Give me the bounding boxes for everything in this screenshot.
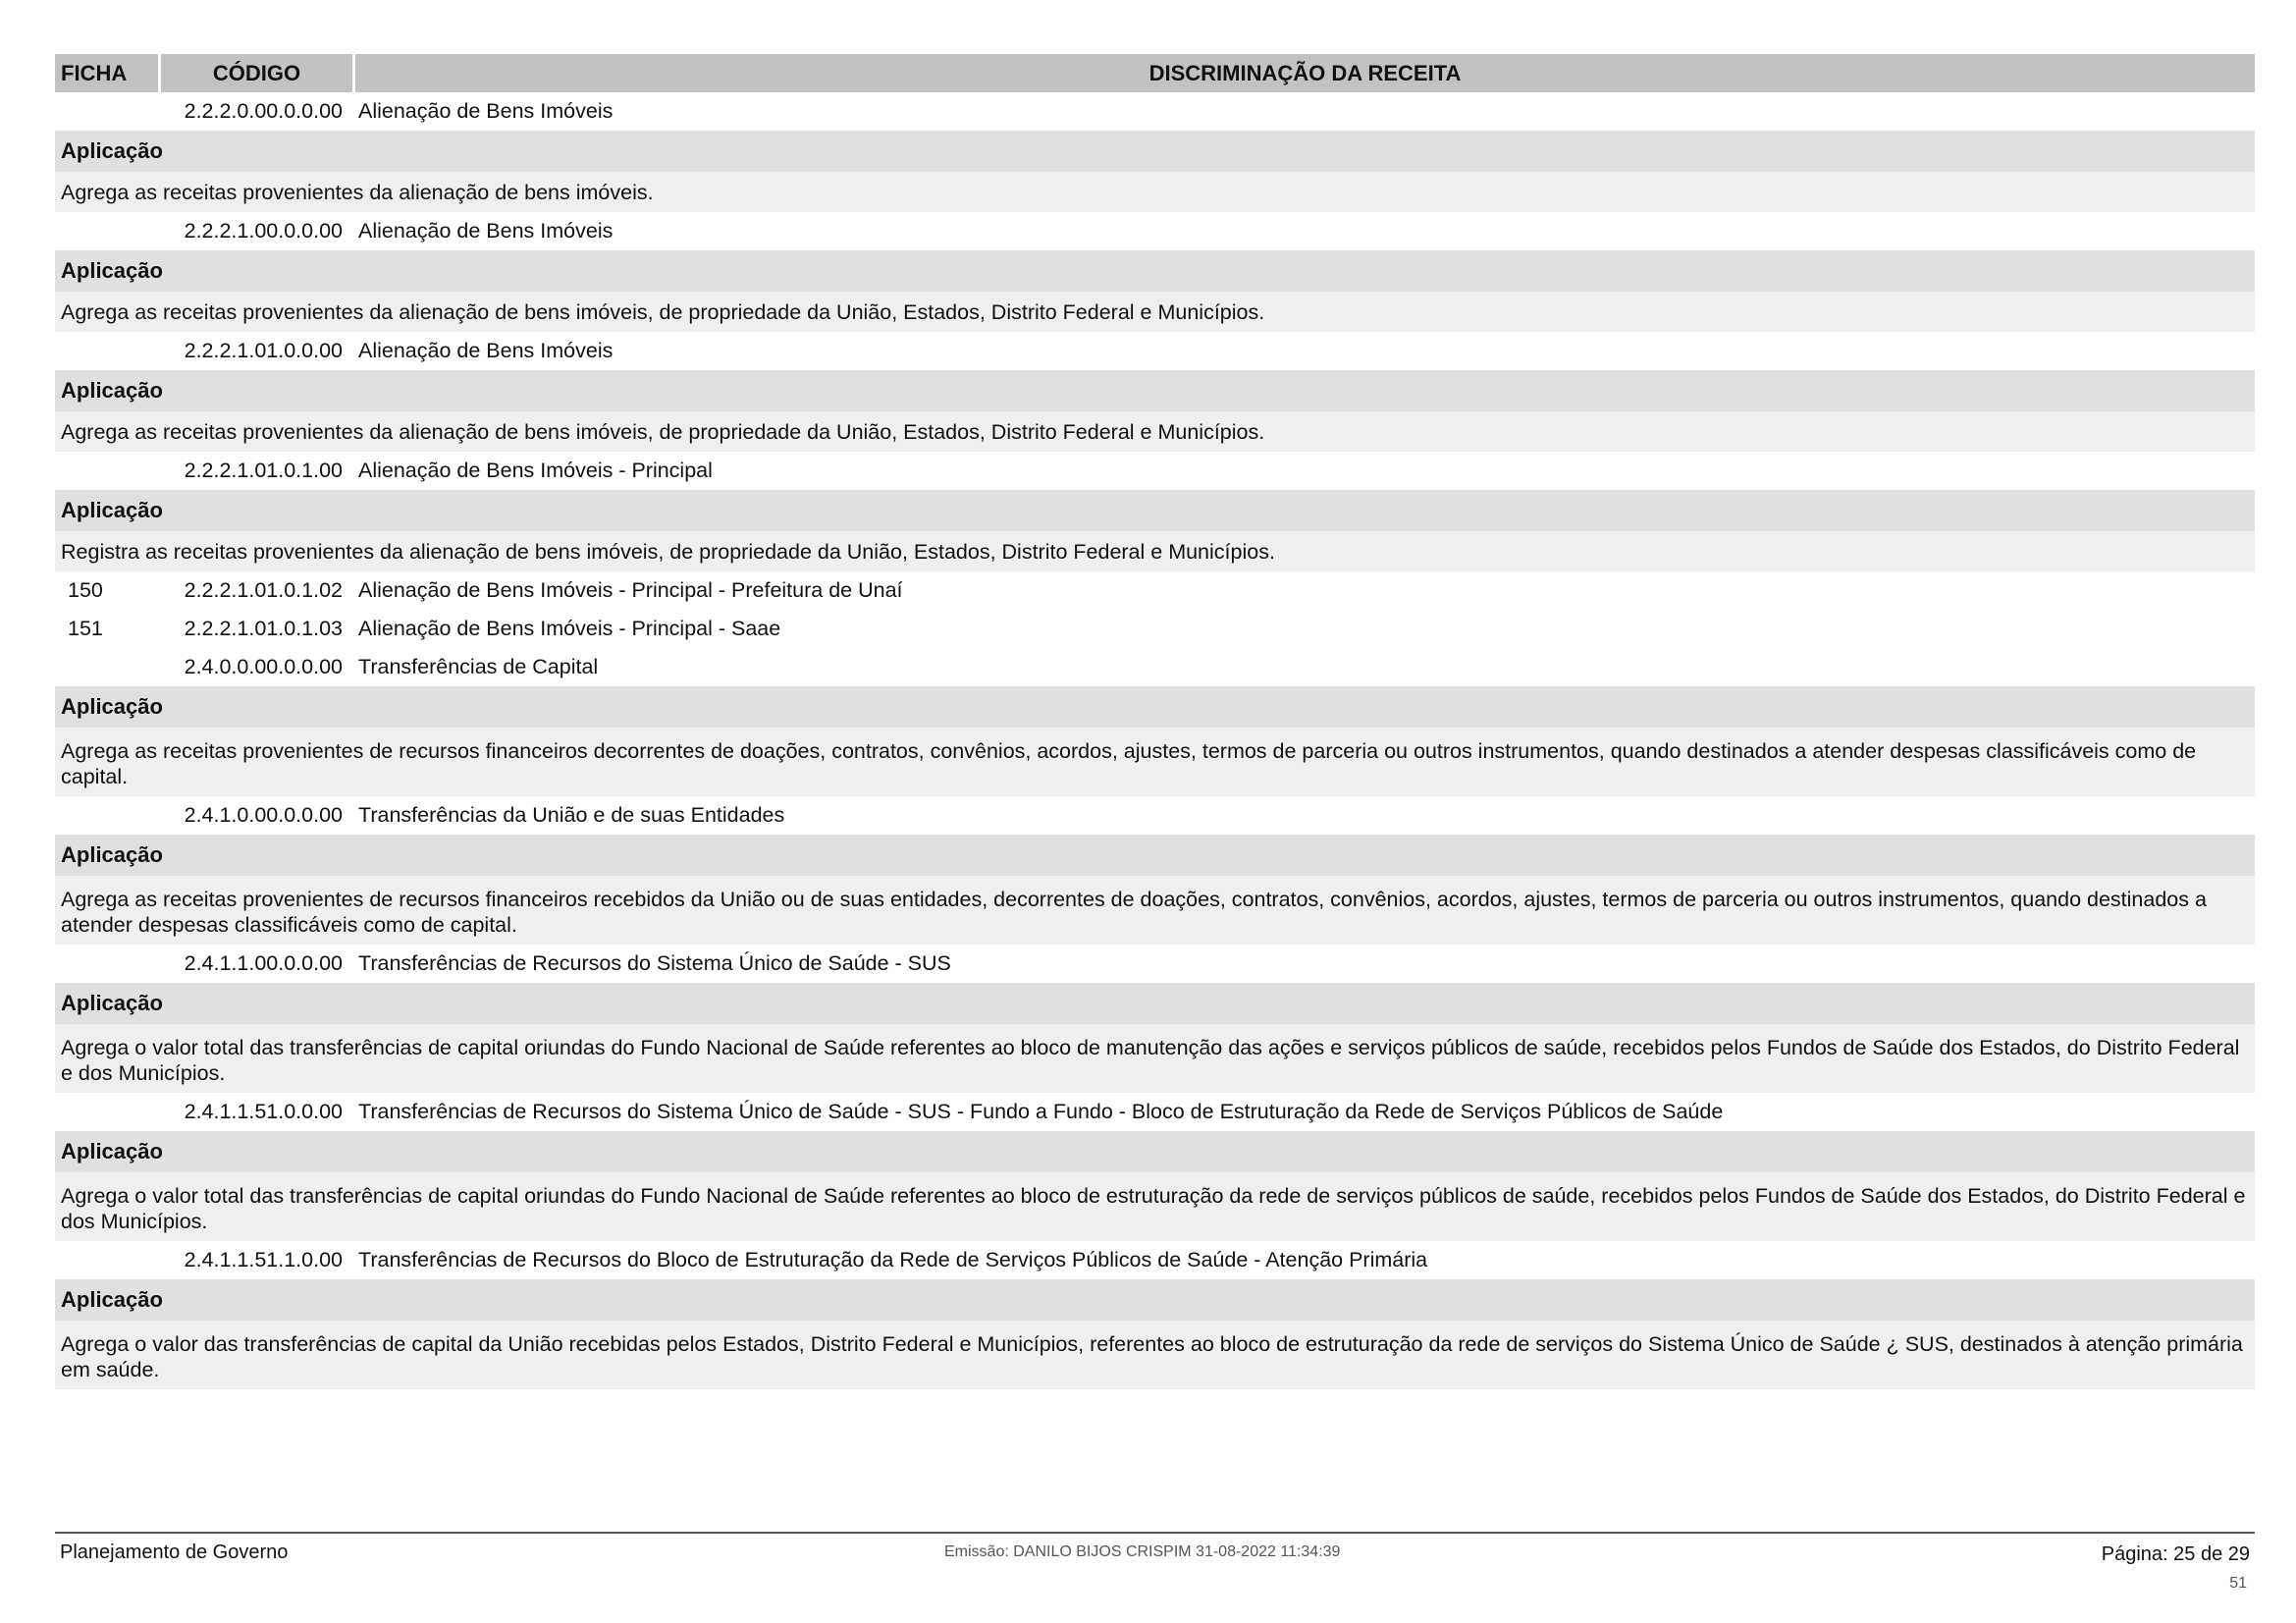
table-row	[55, 452, 2255, 571]
descricao-cell: Alienação de Bens Imóveis - Principal - Saae	[358, 617, 781, 640]
table-row	[55, 648, 2255, 796]
entry-line	[55, 796, 2255, 835]
codigo-cell: 2.2.2.1.01.0.1.02	[184, 578, 343, 602]
ficha-cell: 150	[68, 578, 103, 602]
codigo-cell: 2.2.2.1.00.0.0.00	[184, 219, 343, 243]
codigo-cell: 2.2.2.1.01.0.1.00	[184, 459, 343, 482]
table-row	[55, 571, 2255, 610]
aplicacao-label: Aplicação	[55, 983, 2255, 1024]
footer-page-number: 51	[2229, 1575, 2247, 1592]
aplicacao-label: Aplicação	[55, 835, 2255, 876]
entry-line	[55, 610, 2255, 648]
codigo-cell: 2.2.2.1.01.0.1.03	[184, 617, 343, 640]
table-row	[55, 92, 2255, 212]
header-discriminacao: DISCRIMINAÇÃO DA RECEITA	[1148, 60, 1462, 85]
table-row	[55, 1093, 2255, 1241]
codigo-cell: 2.4.1.1.51.1.0.00	[184, 1248, 343, 1271]
aplicacao-text: Agrega as receitas provenientes da alienação de bens imóveis.	[55, 172, 2255, 212]
entry-line	[55, 452, 2255, 490]
aplicacao-label: Aplicação	[55, 1131, 2255, 1172]
entry-line	[55, 945, 2255, 983]
entries-list	[55, 92, 2255, 1389]
aplicacao-label: Aplicação	[55, 490, 2255, 531]
descricao-cell: Alienação de Bens Imóveis	[358, 99, 614, 123]
entry-line	[55, 1093, 2255, 1131]
entry-line	[55, 212, 2255, 250]
entry-line	[55, 332, 2255, 370]
footer-page-count: Página: 25 de 29	[2101, 1543, 2250, 1565]
footer-divider	[55, 1532, 2255, 1534]
aplicacao-text: Agrega o valor total das transferências de capital oriundas do Fundo Nacional de Saúde referentes ao bloco de manutenção das ações e serviços públicos de saúde, recebidos pelos Fundos de Saúde dos Estados, do Distrito Federal e dos Municípios.	[55, 1024, 2255, 1093]
aplicacao-label: Aplicação	[55, 250, 2255, 292]
revenue-table	[55, 54, 2255, 1389]
descricao-cell: Alienação de Bens Imóveis - Principal	[358, 459, 713, 482]
table-row	[55, 212, 2255, 332]
descricao-cell: Transferências da União e de suas Entidades	[358, 803, 785, 827]
aplicacao-label: Aplicação	[55, 686, 2255, 728]
header-codigo: CÓDIGO	[161, 54, 355, 92]
entry-line	[55, 571, 2255, 610]
descricao-cell: Transferências de Capital	[358, 655, 599, 678]
codigo-cell: 2.4.1.1.00.0.0.00	[184, 951, 343, 975]
descricao-cell: Alienação de Bens Imóveis - Principal - Prefeitura de Unaí	[358, 578, 903, 602]
aplicacao-label: Aplicação	[55, 131, 2255, 172]
aplicacao-text: Agrega o valor das transferências de capital da União recebidas pelos Estados, Distrito Federal e Municípios, referentes ao bloco de estruturação da rede de serviços do Sistema Único de Saúde ¿ SUS, destinados à atenção primária em saúde.	[55, 1321, 2255, 1389]
table-row	[55, 610, 2255, 648]
aplicacao-text: Agrega o valor total das transferências de capital oriundas do Fundo Nacional de Saúde referentes ao bloco de estruturação da rede de serviços públicos de saúde, recebidos pelos Fundos de Saúde dos Estados, do Distrito Federal e dos Municípios.	[55, 1172, 2255, 1241]
codigo-cell: 2.4.0.0.00.0.0.00	[184, 655, 343, 678]
footer-emission: Emissão: DANILO BIJOS CRISPIM 31-08-2022 11:34:39	[944, 1543, 1341, 1560]
aplicacao-text: Registra as receitas provenientes da alienação de bens imóveis, de propriedade da União, Estados, Distrito Federal e Municípios.	[55, 531, 2255, 571]
descricao-cell: Alienação de Bens Imóveis	[358, 339, 614, 362]
aplicacao-text: Agrega as receitas provenientes da alienação de bens imóveis, de propriedade da União, Estados, Distrito Federal e Municípios.	[55, 292, 2255, 332]
codigo-cell: 2.4.1.1.51.0.0.00	[184, 1100, 343, 1123]
descricao-cell: Transferências de Recursos do Sistema Único de Saúde - SUS - Fundo a Fundo - Bloco de Estruturação da Rede de Serviços Públicos de Saúde	[358, 1100, 1724, 1123]
table-row	[55, 796, 2255, 945]
entry-line	[55, 1241, 2255, 1279]
table-row	[55, 945, 2255, 1093]
table-row	[55, 1241, 2255, 1389]
table-row	[55, 332, 2255, 452]
entry-line	[55, 648, 2255, 686]
table-header	[55, 54, 2255, 92]
aplicacao-label: Aplicação	[55, 370, 2255, 411]
aplicacao-text: Agrega as receitas provenientes de recursos financeiros decorrentes de doações, contratos, convênios, acordos, ajustes, termos de parceria ou outros instrumentos, quando destinados a atender despesas classificáveis como de capital.	[55, 728, 2255, 796]
descricao-cell: Transferências de Recursos do Sistema Único de Saúde - SUS	[358, 951, 951, 975]
codigo-cell: 2.2.2.0.00.0.0.00	[184, 99, 343, 123]
aplicacao-text: Agrega as receitas provenientes de recursos financeiros recebidos da União ou de suas entidades, decorrentes de doações, contratos, convênios, acordos, ajustes, termos de parceria ou outros instrumentos, quando destinados a atender despesas classificáveis como de capital.	[55, 876, 2255, 945]
aplicacao-text: Agrega as receitas provenientes da alienação de bens imóveis, de propriedade da União, Estados, Distrito Federal e Municípios.	[55, 411, 2255, 452]
footer-left: Planejamento de Governo	[60, 1542, 289, 1563]
aplicacao-label: Aplicação	[55, 1279, 2255, 1321]
header-ficha: FICHA	[55, 54, 161, 92]
entry-line	[55, 92, 2255, 131]
codigo-cell: 2.4.1.0.00.0.0.00	[184, 803, 343, 827]
codigo-cell: 2.2.2.1.01.0.0.00	[184, 339, 343, 362]
descricao-cell: Alienação de Bens Imóveis	[358, 219, 614, 243]
descricao-cell: Transferências de Recursos do Bloco de Estruturação da Rede de Serviços Públicos de Saúde - Atenção Primária	[358, 1248, 1428, 1271]
ficha-cell: 151	[68, 617, 103, 640]
